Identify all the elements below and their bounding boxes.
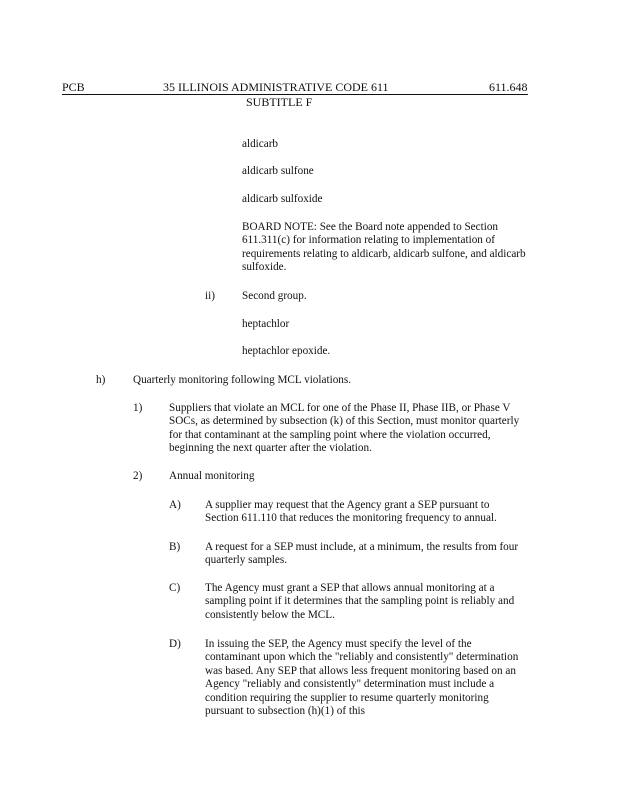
item-aldicarb-sulfone: aldicarb sulfone bbox=[242, 165, 314, 177]
subparagraph-b-label: B) bbox=[169, 541, 181, 553]
subparagraph-c-text: The Agency must grant a SEP that allows annual monitoring at a sampling point if it determines that the sampling point is reliably and consistently below the MCL. bbox=[205, 582, 515, 621]
header-subtitle: SUBTITLE F bbox=[246, 95, 313, 109]
paragraph-2-label: 2) bbox=[133, 470, 143, 482]
subparagraph-a-label: A) bbox=[169, 499, 181, 511]
header-left: PCB bbox=[62, 80, 85, 94]
header-title: 35 ILLINOIS ADMINISTRATIVE CODE 611 bbox=[163, 80, 389, 94]
item-heptachlor-epoxide: heptachlor epoxide. bbox=[242, 345, 331, 357]
subparagraph-a-text: A supplier may request that the Agency grant a SEP pursuant to Section 611.110 that reduces the monitoring frequency to annual. bbox=[205, 499, 497, 525]
paragraph-1-text: Suppliers that violate an MCL for one of the Phase II, Phase IIB, or Phase V SOCs, as determined by subsection (k) of this Section, must monitor quarterly for that contaminant at the sampling point where the violation occurred, beginning the next quarter after the violation. bbox=[169, 402, 520, 455]
subparagraph-b-text: A request for a SEP must include, at a minimum, the results from four quarterly samples. bbox=[205, 541, 519, 567]
section-h-label: h) bbox=[96, 374, 106, 386]
subparagraph-c-label: C) bbox=[169, 582, 181, 594]
subsection-ii-text: Second group. bbox=[242, 290, 307, 302]
subsection-ii-label: ii) bbox=[205, 290, 215, 302]
board-note: BOARD NOTE: See the Board note appended to Section 611.311(c) for information relating to implementation of requirements relating to aldicarb, aldicarb sulfone, and aldicarb sulfoxide. bbox=[242, 221, 526, 274]
item-heptachlor: heptachlor bbox=[242, 318, 290, 330]
paragraph-1-label: 1) bbox=[133, 402, 143, 414]
subparagraph-d-text: In issuing the SEP, the Agency must specify the level of the contaminant upon which the "reliably and consistently" determination was based. Any SEP that allows less frequent monitoring based on an Agency "reliably and consistently" determination must include a condition requiring the supplier to resume quarterly monitoring pursuant to subsection (h)(1) of this bbox=[205, 638, 519, 718]
header-section-number: 611.648 bbox=[489, 80, 528, 94]
section-h-heading: Quarterly monitoring following MCL violations. bbox=[133, 374, 352, 386]
subparagraph-d-label: D) bbox=[169, 638, 181, 650]
paragraph-2-heading: Annual monitoring bbox=[169, 470, 255, 482]
item-aldicarb-sulfoxide: aldicarb sulfoxide bbox=[242, 193, 323, 205]
item-aldicarb: aldicarb bbox=[242, 138, 279, 150]
